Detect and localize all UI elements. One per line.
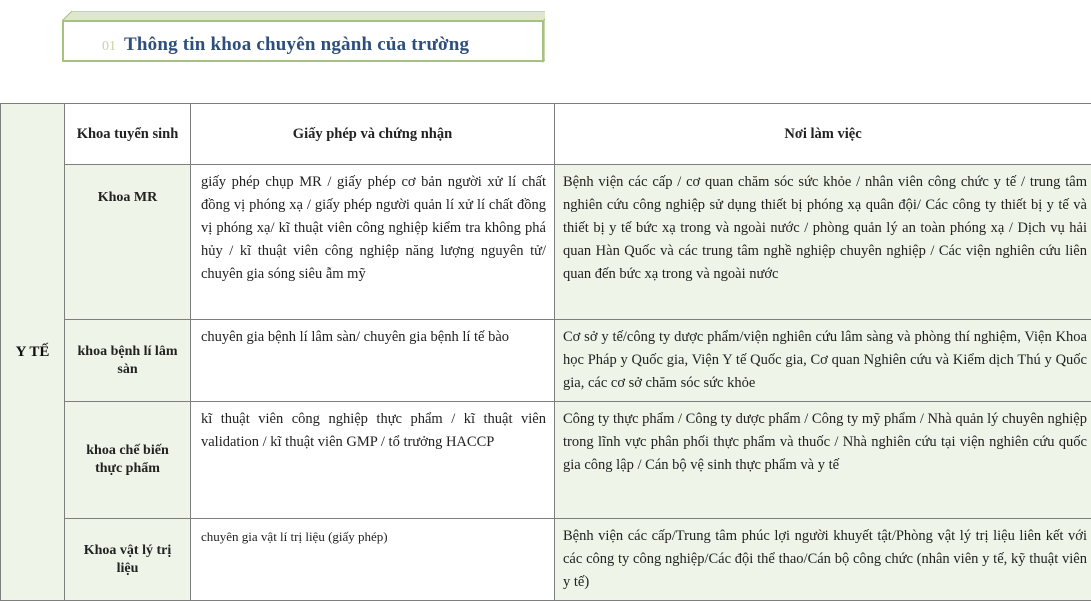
dept-cell: khoa bệnh lí lâm sàn (65, 320, 191, 402)
license-cell: giấy phép chụp MR / giấy phép cơ bản người xử lí chất đồng vị phóng xạ / giấy phép người quản lí xử lí chất đồng vị phóng xạ/ kĩ thuật viên công nghiệp kiểm tra không phá hủy / kĩ thuật viên công nghiệp năng lượng nguyên tử/ chuyên gia sóng siêu ẫm mỹ (191, 165, 555, 320)
section-number: 01 (102, 39, 116, 54)
section-banner (62, 11, 545, 61)
license-cell: chuyên gia vật lí trị liệu (giấy phép) (191, 519, 555, 601)
section-title: Thông tin khoa chuyên ngành của trường (124, 34, 470, 55)
department-table (0, 103, 1091, 601)
header-work: Nơi làm việc (555, 104, 1091, 165)
work-cell: Bệnh viện các cấp/Trung tâm phúc lợi người khuyết tật/Phòng vật lý trị liệu liên kết với các công ty công nghiệp/Các đội thể thao/Cán bộ công chức (nhân viên y tế, kỹ thuật viên y tế) (555, 519, 1091, 601)
header-license: Giấy phép và chứng nhận (191, 104, 555, 165)
table-row (1, 165, 1091, 320)
work-cell: Cơ sở y tế/công ty dược phẩm/viện nghiên cứu lâm sàng và phòng thí nghiệm, Viện Khoa học Pháp y Quốc gia, Viện Y tế Quốc gia, Cơ quan Nghiên cứu và Kiểm dịch Thú y Quốc gia, các cơ sở chăm sóc sức khỏe (555, 320, 1091, 402)
dept-cell: Khoa vật lý trị liệu (65, 519, 191, 601)
domain-cell: Y TẾ (1, 104, 65, 601)
table-header-row (1, 104, 1091, 165)
license-cell: kĩ thuật viên công nghiệp thực phẩm / kĩ thuật viên validation / kĩ thuật viên GMP / tổ trưởng HACCP (191, 402, 555, 519)
dept-cell: Khoa MR (65, 165, 191, 320)
header-dept: Khoa tuyển sinh (65, 104, 191, 165)
table-row (1, 519, 1091, 601)
license-cell: chuyên gia bệnh lí lâm sàn/ chuyên gia bệnh lí tế bào (191, 320, 555, 402)
table-row (1, 402, 1091, 519)
dept-cell: khoa chế biến thực phẩm (65, 402, 191, 519)
banner-heading (102, 34, 469, 56)
work-cell: Bệnh viện các cấp / cơ quan chăm sóc sức khỏe / nhân viên công chức y tế / trung tâm nghiên cứu công nghiệp sử dụng thiết bị phóng xạ quân đội/ Các công ty thiết bị y tế và thiết bị y tế bức xạ trong và ngoài nước / phòng quản lý an toàn phóng xạ / Dịch vụ hải quan Hàn Quốc và các trung tâm nghề nghiệp chuyên nghiệp / Các viện nghiên cứu liên quan đến bức xạ trong và ngoài nước (555, 165, 1091, 320)
work-cell: Công ty thực phẩm / Công ty dược phẩm / Công ty mỹ phẩm / Nhà quản lý chuyên nghiệp trong lĩnh vực phân phối thực phẩm và thuốc / Nhà nghiên cứu tại viện nghiên cứu quốc gia công lập / Cán bộ vệ sinh thực phẩm và y tế (555, 402, 1091, 519)
table-row (1, 320, 1091, 402)
